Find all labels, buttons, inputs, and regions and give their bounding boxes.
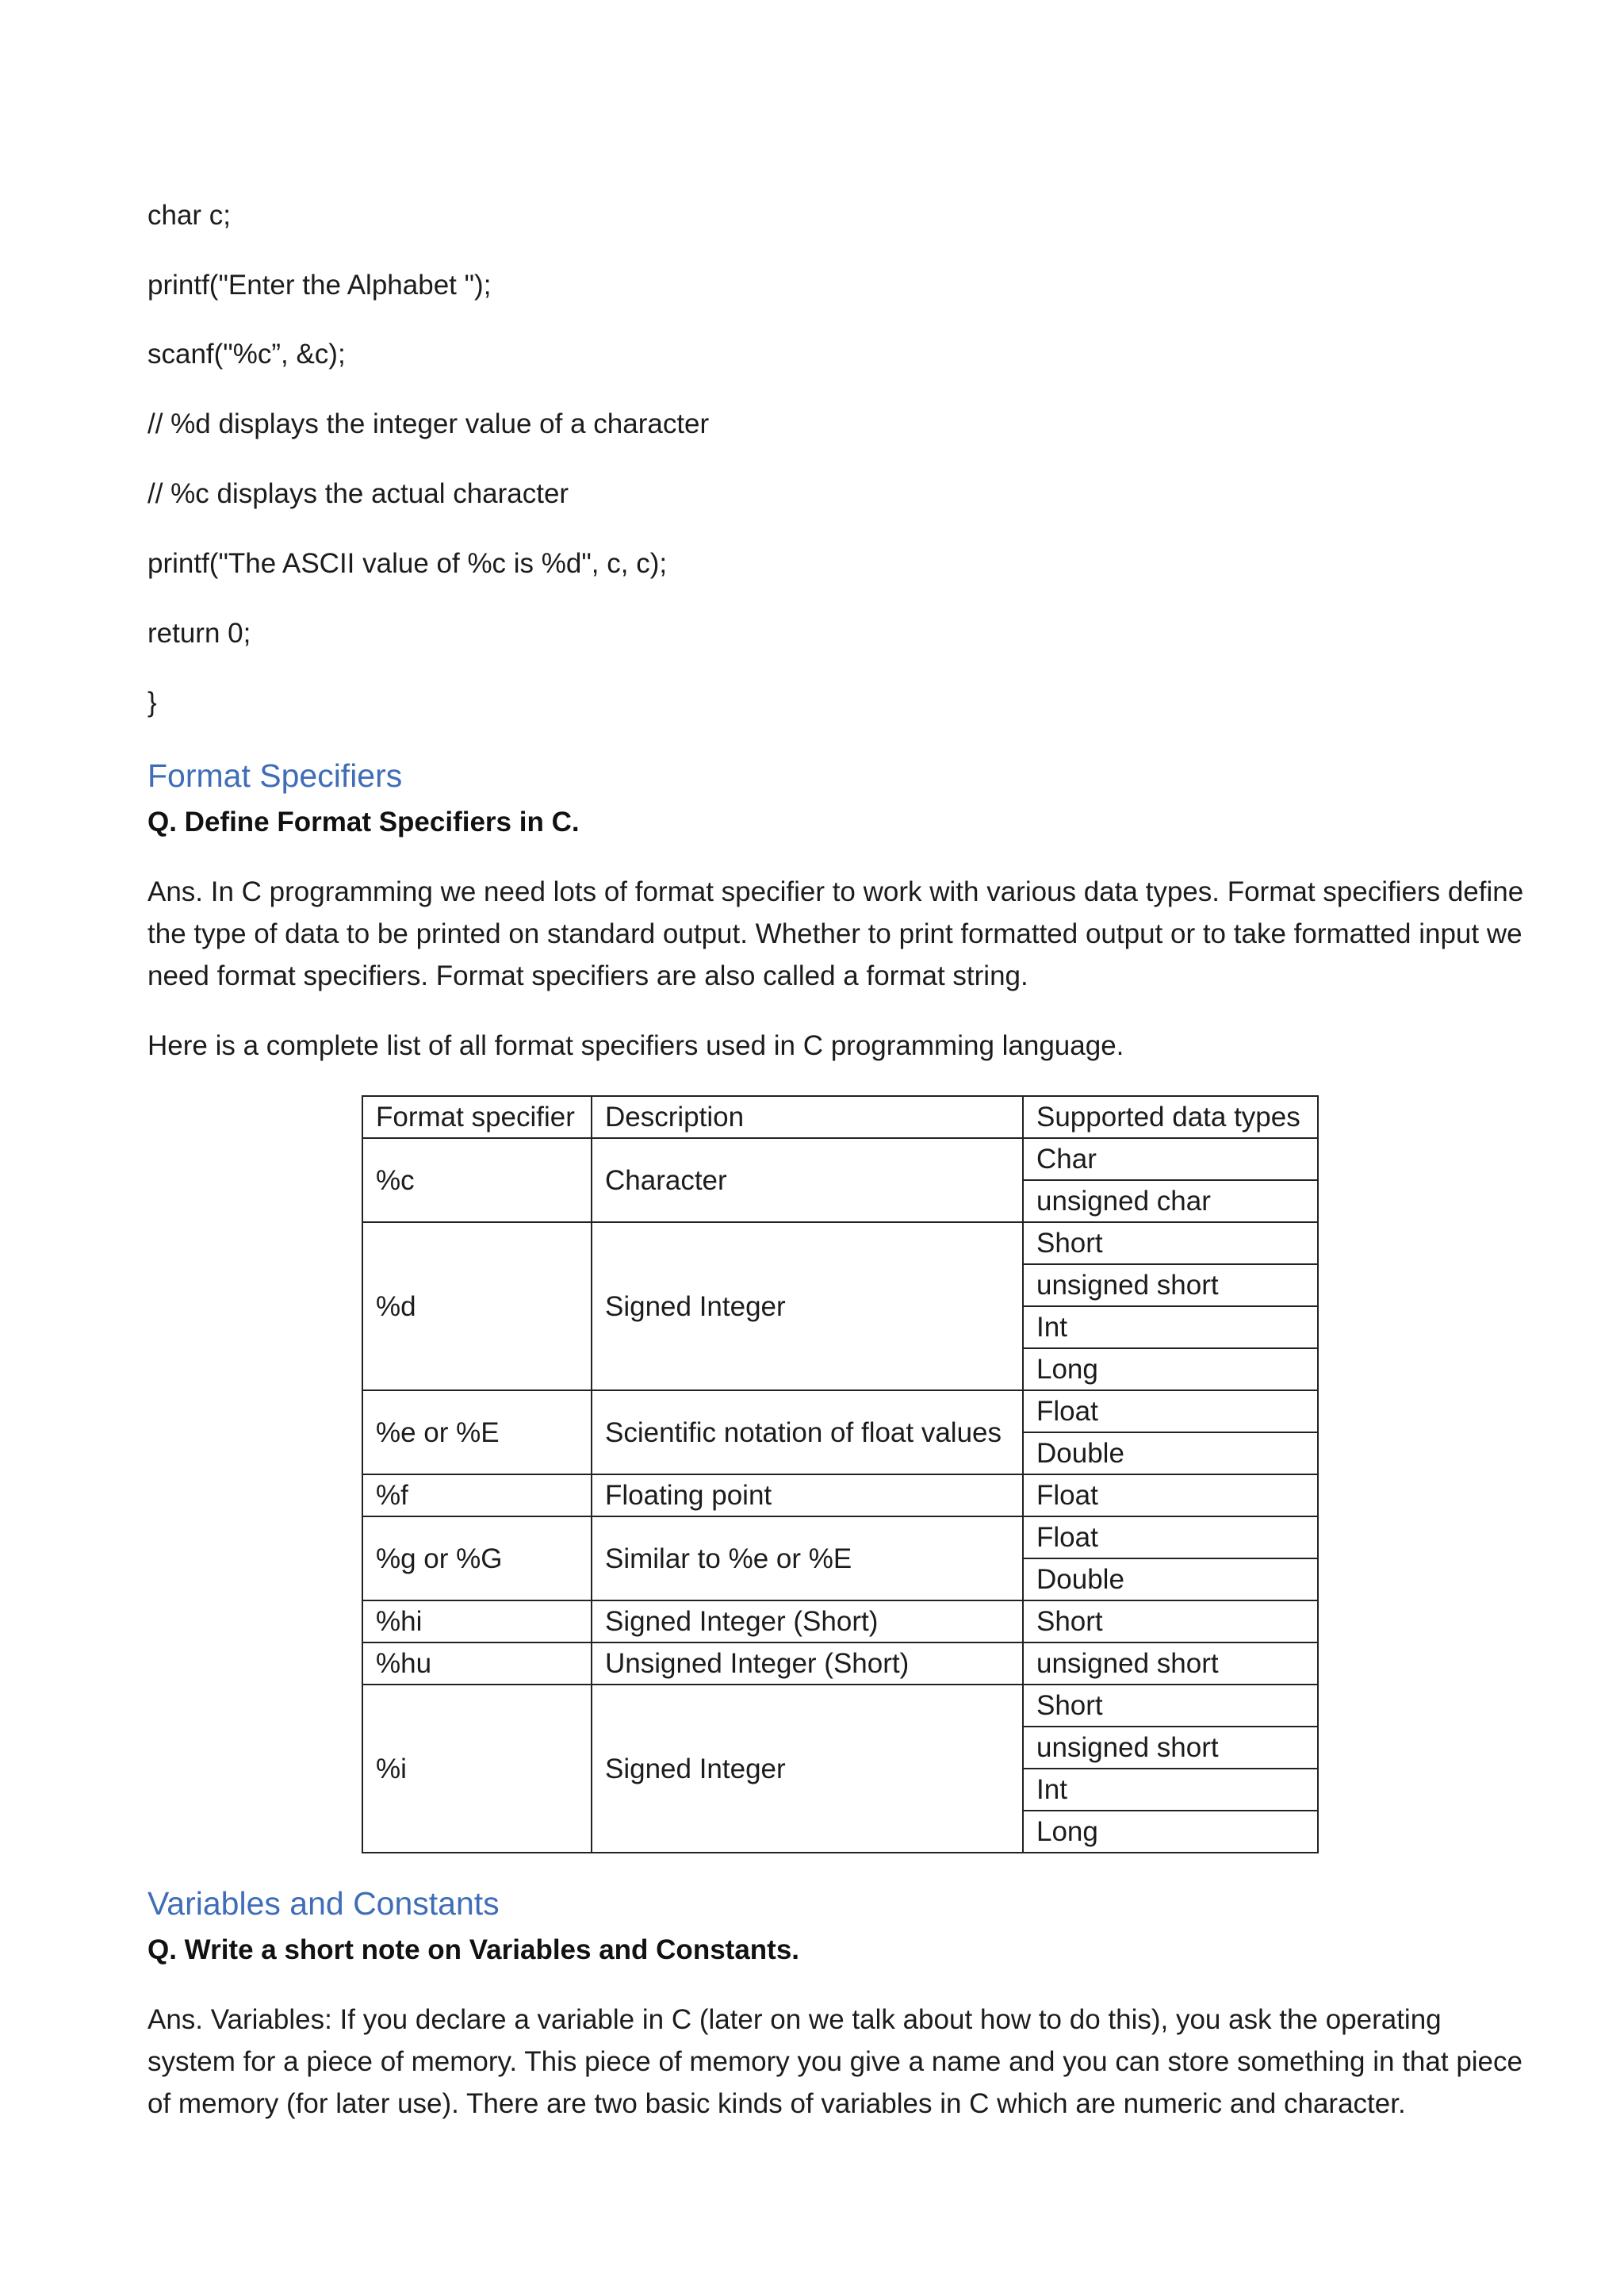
question-variables-constants: Q. Write a short note on Variables and Constants.: [147, 1934, 800, 1965]
spec-cell: %hi: [362, 1600, 592, 1642]
table-header-cell: Format specifier: [362, 1096, 592, 1138]
type-cell: Int: [1023, 1769, 1318, 1811]
code-line-comment-c: // %c displays the actual character: [147, 478, 569, 509]
desc-cell: Character: [592, 1138, 1023, 1222]
desc-cell: Unsigned Integer (Short): [592, 1642, 1023, 1685]
spec-cell: %i: [362, 1685, 592, 1853]
table-row: [362, 1390, 1318, 1432]
table-row: [362, 1516, 1318, 1558]
answer-format-specifiers: Ans. In C programming we need lots of format specifier to work with various data types. Format specifiers define the type of data to be printed on standard output. Whether to print formatted output or to take formatted input we need format specifiers. Format specifiers are also called a format string.: [147, 876, 1524, 991]
type-cell: Long: [1023, 1811, 1318, 1853]
type-cell: Short: [1023, 1600, 1318, 1642]
table-row: [362, 1685, 1318, 1727]
type-cell: Float: [1023, 1516, 1318, 1558]
type-cell: unsigned char: [1023, 1180, 1318, 1222]
type-cell: Float: [1023, 1390, 1318, 1432]
type-cell: Double: [1023, 1558, 1318, 1600]
code-line-char-decl: char c;: [147, 200, 232, 231]
table-header-cell: Supported data types: [1023, 1096, 1318, 1138]
type-cell: Double: [1023, 1432, 1318, 1474]
type-cell: Char: [1023, 1138, 1318, 1180]
type-cell: Int: [1023, 1306, 1318, 1348]
table-row: [362, 1600, 1318, 1642]
code-line-comment-d: // %d displays the integer value of a character: [147, 408, 710, 439]
format-specifier-table: [362, 1095, 1319, 1853]
spec-cell: %e or %E: [362, 1390, 592, 1474]
type-cell: Long: [1023, 1348, 1318, 1390]
table-header-row: [362, 1096, 1318, 1138]
spec-cell: %hu: [362, 1642, 592, 1685]
code-line-closing-brace: }: [147, 687, 157, 718]
desc-cell: Signed Integer: [592, 1222, 1023, 1390]
type-cell: unsigned short: [1023, 1727, 1318, 1769]
table-row: [362, 1222, 1318, 1264]
type-cell: unsigned short: [1023, 1264, 1318, 1306]
table-row: [362, 1474, 1318, 1516]
answer-variables-constants: Ans. Variables: If you declare a variable in C (later on we talk about how to do this), you ask the operating system for a piece of memory. This piece of memory you give a name and you can store something in that piece of memory (for later use). There are two basic kinds of variables in C which are numeric and character.: [147, 2004, 1522, 2119]
spec-cell: %c: [362, 1138, 592, 1222]
code-line-printf-prompt: printf("Enter the Alphabet ");: [147, 270, 492, 301]
type-cell: Short: [1023, 1685, 1318, 1727]
code-line-return: return 0;: [147, 618, 251, 649]
table-header-cell: Description: [592, 1096, 1023, 1138]
code-line-printf-ascii: printf("The ASCII value of %c is %d", c, c);: [147, 548, 668, 579]
code-line-scanf: scanf("%c”, &c);: [147, 339, 346, 370]
table-row: [362, 1642, 1318, 1685]
desc-cell: Similar to %e or %E: [592, 1516, 1023, 1600]
spec-cell: %f: [362, 1474, 592, 1516]
table-intro: Here is a complete list of all format specifiers used in C programming language.: [147, 1030, 1124, 1061]
type-cell: Float: [1023, 1474, 1318, 1516]
desc-cell: Floating point: [592, 1474, 1023, 1516]
section-heading-format-specifiers: Format Specifiers: [147, 757, 403, 794]
table-row: [362, 1138, 1318, 1180]
spec-cell: %g or %G: [362, 1516, 592, 1600]
spec-cell: %d: [362, 1222, 592, 1390]
desc-cell: Signed Integer: [592, 1685, 1023, 1853]
desc-cell: Signed Integer (Short): [592, 1600, 1023, 1642]
type-cell: unsigned short: [1023, 1642, 1318, 1685]
type-cell: Short: [1023, 1222, 1318, 1264]
desc-cell: Scientific notation of float values: [592, 1390, 1023, 1474]
section-heading-variables-constants: Variables and Constants: [147, 1885, 500, 1922]
question-format-specifiers: Q. Define Format Specifiers in C.: [147, 807, 580, 838]
